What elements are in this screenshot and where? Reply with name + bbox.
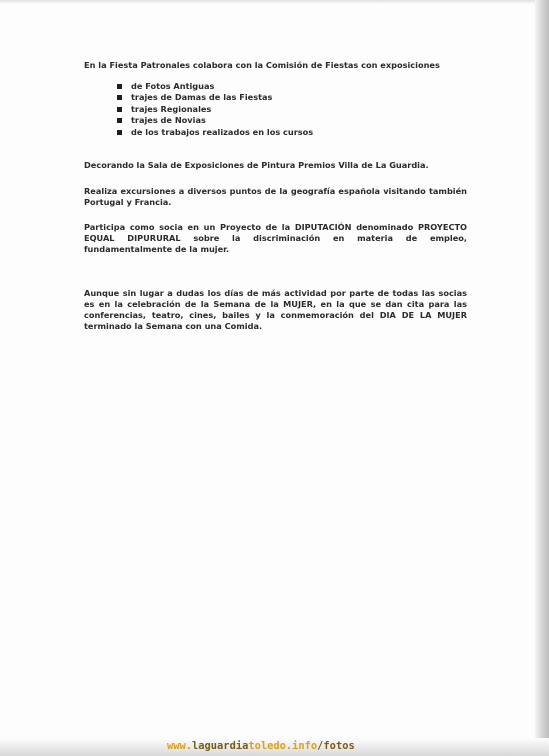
watermark-path: /fotos xyxy=(317,740,355,752)
scan-edge-top xyxy=(0,0,549,4)
list-item-text: trajes Regionales xyxy=(131,103,212,114)
square-bullet-icon xyxy=(117,95,122,100)
list-item xyxy=(117,81,467,92)
square-bullet-icon xyxy=(117,118,122,123)
list-item-text: de los trabajos realizados en los cursos xyxy=(131,126,314,137)
watermark-prefix: www. xyxy=(167,740,193,752)
document-body xyxy=(84,60,467,332)
scan-edge-right xyxy=(535,0,549,756)
list-item xyxy=(117,92,467,103)
square-bullet-icon xyxy=(117,84,122,89)
semana-mujer-paragraph: Aunque sin lugar a dudas los días de más actividad por parte de todas las socias es en la celebración de la Semana de la MUJER, en la que se dan cita para las conferencias, teatro, cines, bailes y la conmemoración del DIA DE LA MUJER terminado la Semana con una Comida. xyxy=(84,288,467,332)
watermark-url xyxy=(167,740,355,752)
square-bullet-icon xyxy=(117,130,122,135)
exhibitions-list xyxy=(84,81,467,138)
list-item-text: de Fotos Antiguas xyxy=(131,81,215,91)
square-bullet-icon xyxy=(117,107,122,112)
decorando-paragraph: Decorando la Sala de Exposiciones de Pintura Premios Villa de La Guardia. xyxy=(84,160,429,171)
list-item-text: trajes de Damas de las Fiestas xyxy=(131,92,273,103)
watermark-laguardia: laguardia xyxy=(192,740,249,752)
proyecto-paragraph: Participa como socia en un Proyecto de la DIPUTACIÓN denominado PROYECTO EQUAL DIPURURAL sobre la discriminación en materia de empleo, fundamentalmente de la mujer. xyxy=(84,222,467,255)
intro-paragraph: En la Fiesta Patronales colabora con la Comisión de Fiestas con exposiciones xyxy=(84,60,440,70)
excursiones-paragraph: Realiza excursiones a diversos puntos de la geografía española visitando también Portugal y Francia. xyxy=(84,186,467,208)
list-item-text: trajes de Novias xyxy=(131,115,206,126)
watermark-domain: toledo.info xyxy=(248,740,318,752)
list-item xyxy=(117,115,467,126)
list-item xyxy=(117,104,467,115)
list-item xyxy=(117,127,467,138)
